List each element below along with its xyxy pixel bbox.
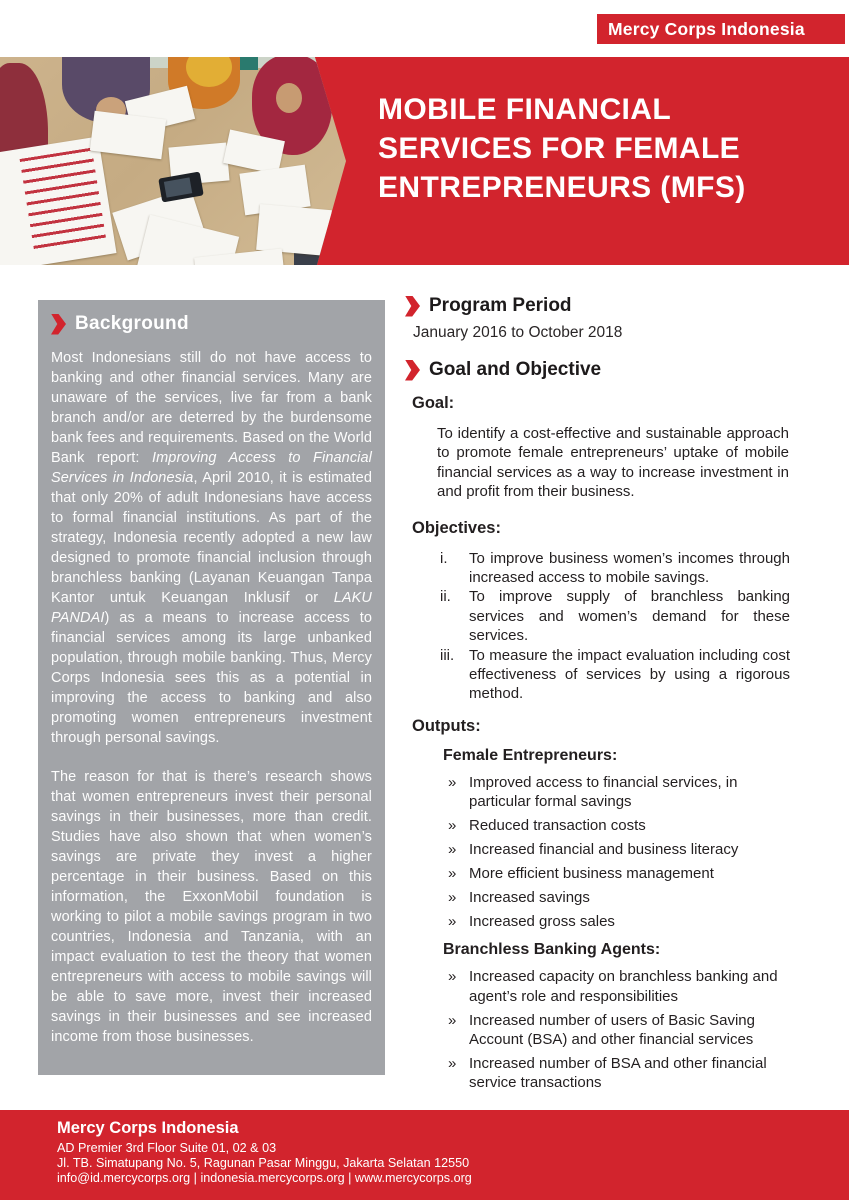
footer-org-name: Mercy Corps Indonesia <box>57 1119 239 1137</box>
photo-phone-screen <box>164 177 192 197</box>
bullet-glyph: » <box>448 888 457 906</box>
paragraph-text: ) as a means to increase access to financial services among its large unbanked population, through mobile banking. Thus, Mercy Corps Indonesia sees this as a potential in improving the access to banking and also promoting women entrepreneurs investment through personal savings. <box>51 610 372 746</box>
output-text: More efficient business management <box>469 865 714 882</box>
output-text: Increased capacity on branchless banking and agent’s role and responsibilities <box>469 968 778 1005</box>
program-details-column <box>405 295 793 1097</box>
program-period-value: January 2016 to October 2018 <box>413 324 623 341</box>
program-period-heading <box>405 295 793 317</box>
paragraph-text: , April 2010, it is estimated that only 20% of adult Indonesians have access to formal financial institutions. As part of the strategy, Indonesia recently adopted a new law designed to promote financial inclusion through branchless banking (Layanan Keuangan Tanpa Kantor untuk Keuangan Inklusif or <box>51 470 372 606</box>
photo-paper <box>90 111 166 159</box>
objectives-list <box>440 549 790 704</box>
photo-paper <box>256 204 332 256</box>
outputs-label: Outputs: <box>412 716 481 735</box>
footer-address-line: AD Premier 3rd Floor Suite 01, 02 & 03 <box>57 1141 277 1155</box>
output-item <box>448 1054 778 1093</box>
output-text: Increased number of BSA and other financial service transactions <box>469 1054 767 1092</box>
output-text: Reduced transaction costs <box>469 817 646 835</box>
background-heading <box>51 313 372 335</box>
output-item <box>448 840 778 859</box>
output-text: Improved access to financial services, in particular formal savings <box>469 773 738 811</box>
bullet-glyph: » <box>448 1011 457 1029</box>
output-item <box>448 912 778 931</box>
paragraph-text-italic: Improving Access to Financial Services in Indonesia <box>51 450 372 486</box>
output-text: Increased savings <box>469 888 590 906</box>
chevron-right-icon <box>405 296 420 317</box>
page-title-line: MOBILE FINANCIAL <box>378 93 672 126</box>
background-paragraph-1 <box>51 348 372 748</box>
footer-contact-line: info@id.mercycorps.org | indonesia.mercycorps.org | www.mercycorps.org <box>57 1171 472 1185</box>
objective-number: i. <box>440 549 448 567</box>
program-period-heading-label: Program Period <box>429 295 572 316</box>
bullet-glyph: » <box>448 865 457 882</box>
objective-text: To improve business women’s incomes through increased access to mobile savings. <box>469 549 790 587</box>
brand-label: Mercy Corps Indonesia <box>608 18 805 39</box>
objective-text: To measure the impact evaluation including cost effectiveness of services by using a rigorous method. <box>469 646 790 703</box>
footer-address-line: Jl. TB. Simatupang No. 5, Ragunan Pasar Minggu, Jakarta Selatan 12550 <box>57 1156 470 1170</box>
output-text: Increased number of users of Basic Saving Account (BSA) and other financial services <box>469 1011 755 1048</box>
photo-mobile-phone <box>158 172 204 203</box>
bullet-glyph: » <box>448 968 457 986</box>
banner-photo <box>0 57 346 265</box>
outputs-group-heading: Branchless Banking Agents: <box>443 941 661 959</box>
objective-number: ii. <box>440 588 451 606</box>
output-item <box>448 967 778 1006</box>
output-item <box>448 773 778 812</box>
footer <box>0 1110 849 1200</box>
outputs-list-female-entrepreneurs <box>448 773 778 931</box>
output-item <box>448 864 778 883</box>
photo-background-object <box>238 57 258 70</box>
outputs-list-branchless-banking-agents <box>448 967 778 1092</box>
photo-person-face <box>276 83 302 113</box>
paragraph-text-italic: LAKU PANDAI <box>51 590 372 626</box>
page-title <box>378 90 746 207</box>
bullet-glyph: » <box>448 773 457 791</box>
objectives-label: Objectives: <box>412 518 501 537</box>
page-title-line: ENTREPRENEURS (MFS) <box>378 171 746 204</box>
background-paragraph-2: The reason for that is there’s research shows that women entrepreneurs invest their personal savings in their businesses, more than credit. Studies have also shown that when women’s savings are private they invest a higher percentage in their business. Based on this information, the ExxonMobil foundation is working to pilot a mobile savings program in two countries, Indonesia and Tanzania, with an impact evaluation to test the theory that women entrepreneurs with access to mobile savings will be able to save more, invest their increased savings in their businesses and see increased income from those businesses. <box>51 769 372 1045</box>
outputs-group-heading: Female Entrepreneurs: <box>443 746 618 764</box>
brand-band <box>597 14 845 44</box>
output-item <box>448 888 778 907</box>
chevron-right-icon <box>405 360 420 381</box>
page-title-line: SERVICES FOR FEMALE <box>378 132 741 165</box>
banner <box>0 57 849 265</box>
background-heading-label: Background <box>75 313 189 334</box>
photo-poster <box>0 136 117 265</box>
goal-objective-heading-label: Goal and Objective <box>429 359 602 380</box>
objective-number: iii. <box>440 646 455 664</box>
bullet-glyph: » <box>448 1054 457 1072</box>
objective-item <box>440 587 790 645</box>
objective-item <box>440 549 790 588</box>
objective-text: To improve supply of branchless banking services and women’s demand for these services. <box>469 588 790 645</box>
bullet-glyph: » <box>448 817 457 835</box>
goal-objective-heading <box>405 359 793 381</box>
output-text: Increased gross sales <box>469 912 615 930</box>
bullet-glyph: » <box>448 841 457 859</box>
paragraph-text: Most Indonesians still do not have access to banking and other financial services. Many are unaware of the services, live far from a bank branch and/or are deterred by the burdensome bank fees and requirements. Based on the World Bank report: <box>51 350 372 466</box>
background-section <box>38 300 385 1075</box>
output-item <box>448 816 778 835</box>
objective-item <box>440 646 790 704</box>
goal-label: Goal: <box>412 394 455 412</box>
bullet-glyph: » <box>448 912 457 930</box>
output-item <box>448 1011 778 1050</box>
chevron-right-icon <box>51 314 66 335</box>
goal-text: To identify a cost-effective and sustainable approach to promote female entrepreneurs’ uptake of mobile financial services as a way to increase investment in and profit from their business. <box>437 425 789 501</box>
output-text: Increased financial and business literacy <box>469 841 739 859</box>
